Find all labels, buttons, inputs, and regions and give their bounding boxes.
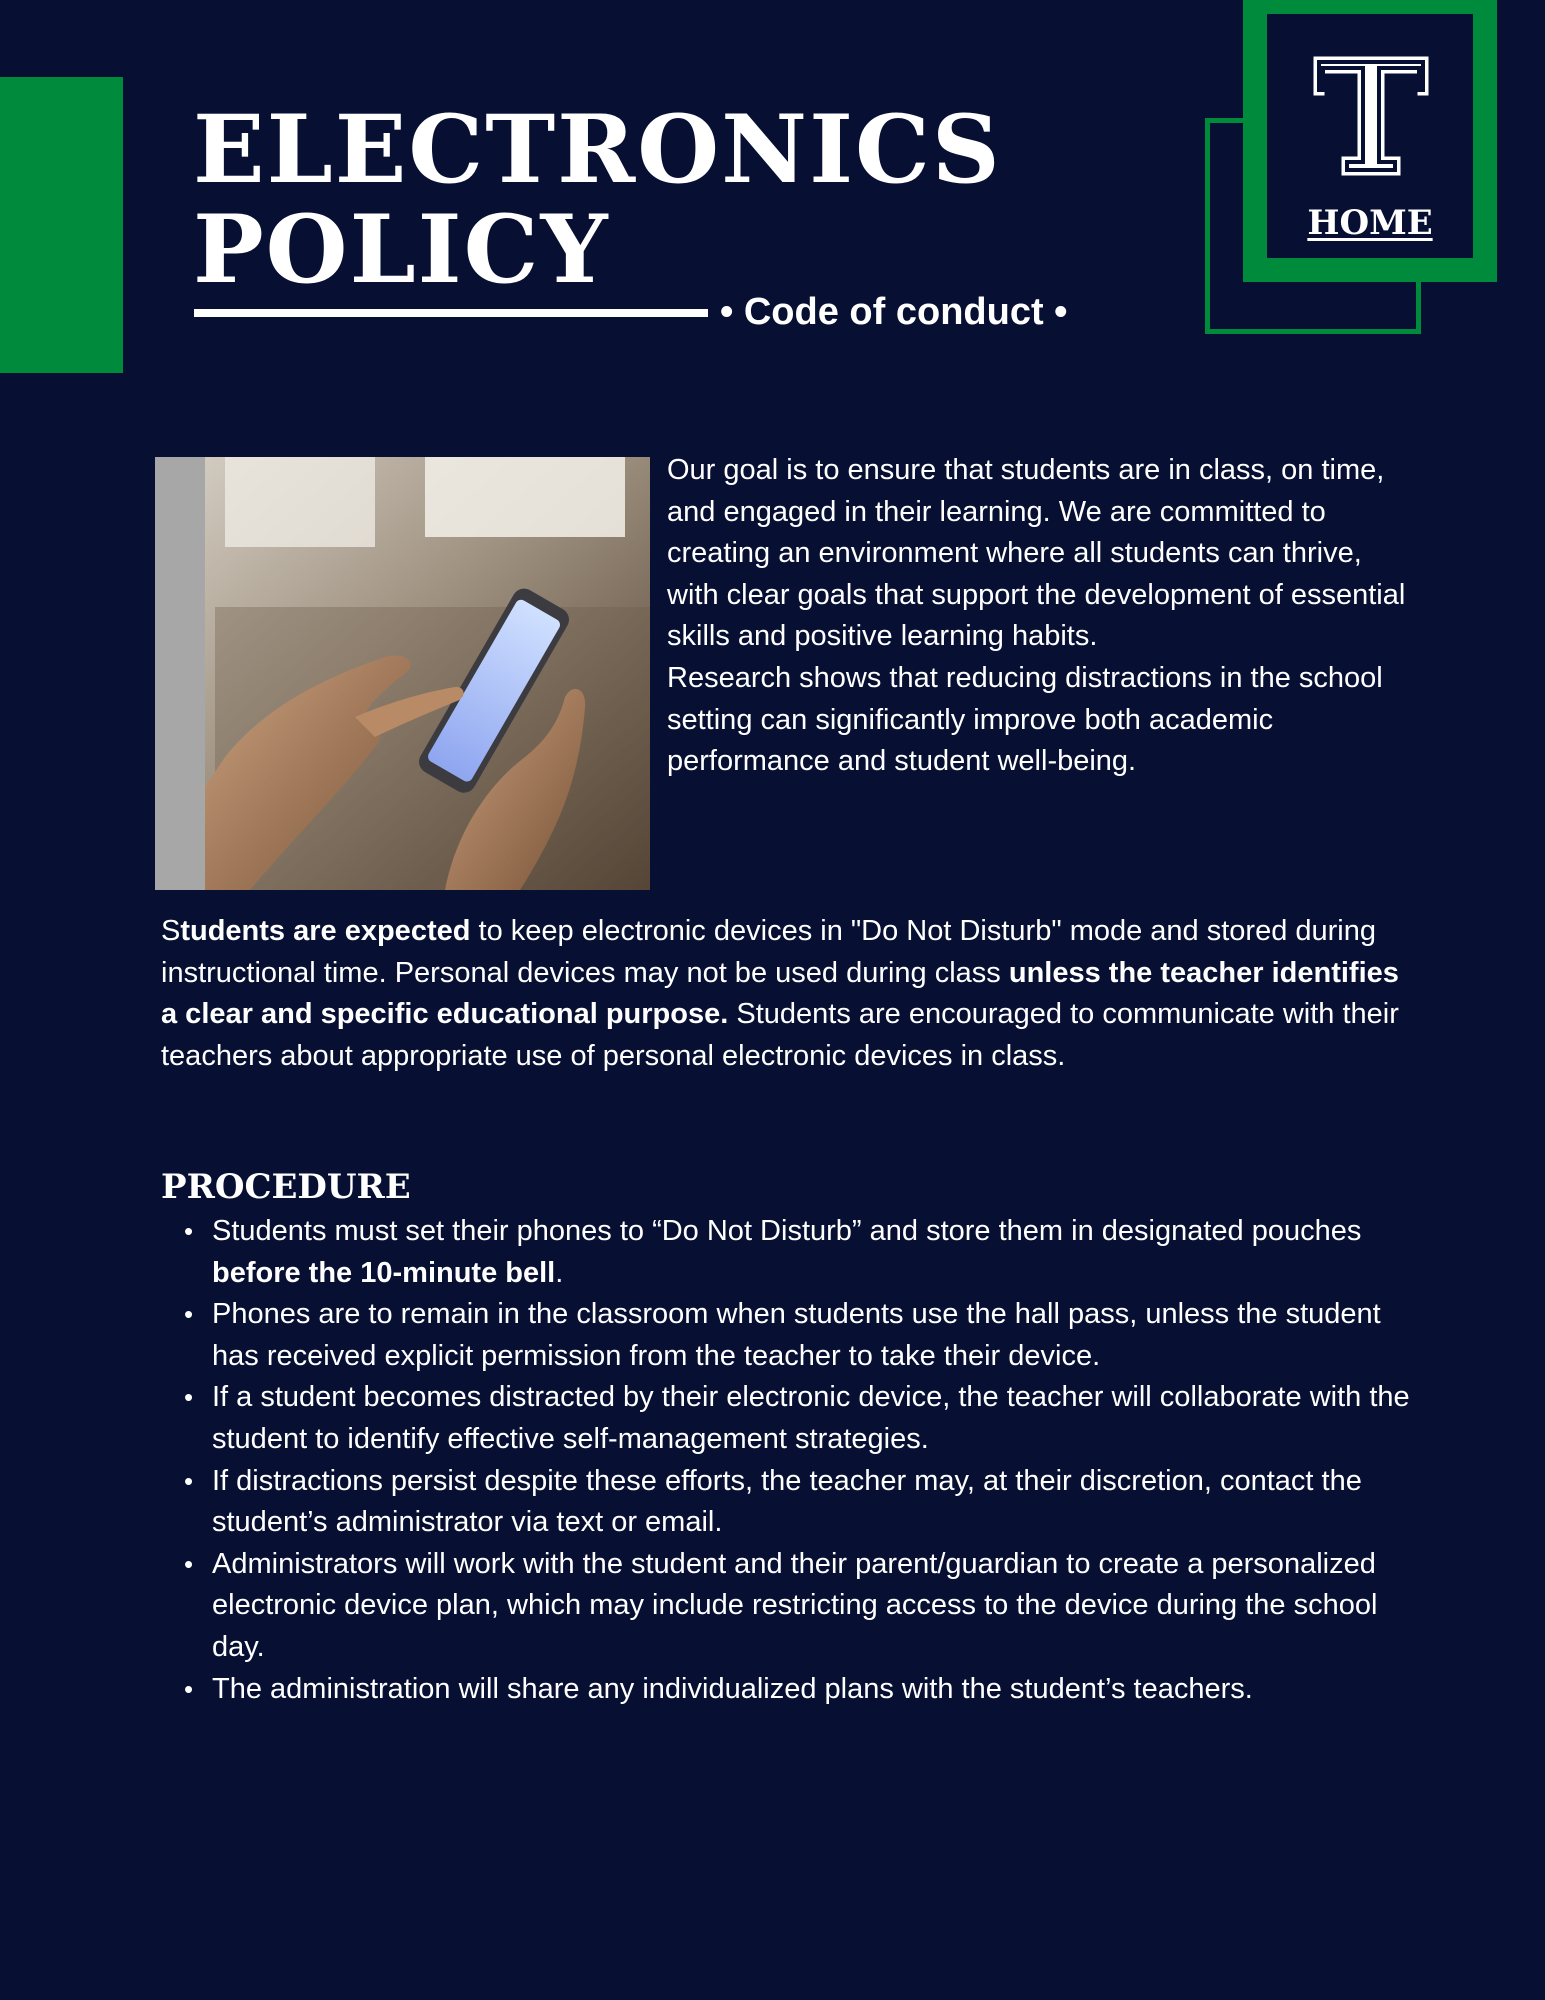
intro-paragraph-2: Research shows that reducing distractions in the school setting can significantly improve both academic performance and student well-being. bbox=[667, 661, 1383, 778]
procedure-list bbox=[212, 1211, 1412, 1710]
t-letter-icon bbox=[1307, 50, 1435, 182]
title-underline bbox=[194, 309, 708, 317]
procedure-item: • If a student becomes distracted by their electronic device, the teacher will collaborate with the student to identify effective self-management strategies. bbox=[212, 1377, 1412, 1460]
expect-s4: Students are encouraged to communicate with their teachers about appropriate use of personal electronic devices in class. bbox=[161, 998, 1399, 1072]
procedure-item: • If distractions persist despite these efforts, the teacher may, at their discretion, contact the student’s administrator via text or email. bbox=[212, 1461, 1412, 1544]
procedure-item-1-b: . bbox=[555, 1256, 564, 1289]
expect-bold-2: unless the teacher identifies a clear and specific educational purpose. bbox=[161, 956, 1399, 1031]
green-accent-block bbox=[0, 77, 123, 373]
expect-bold-1: tudents are expected bbox=[180, 915, 471, 947]
intro-paragraph-1: Our goal is to ensure that students are in class, on time, and engaged in their learning. We are committed to creating an environment where all students can thrive, with clear goals that support the development of essential skills and positive learning habits. bbox=[667, 454, 1406, 653]
hands-holding-smartphone-photo bbox=[155, 457, 650, 890]
home-link[interactable]: HOME bbox=[1307, 203, 1433, 243]
expect-s1: S bbox=[161, 915, 181, 947]
subtitle: • Code of conduct • bbox=[720, 291, 1068, 333]
procedure-item: • Administrators will work with the student and their parent/guardian to create a personalized electronic device plan, which may include restricting access to the device during the school day. bbox=[212, 1544, 1412, 1669]
title-line-1: ELECTRONICS bbox=[193, 95, 1002, 205]
intro-text bbox=[667, 450, 1412, 783]
page-title bbox=[193, 95, 1002, 305]
expectations-paragraph bbox=[161, 911, 1411, 1077]
procedure-item-1-a: Students must set their phones to “Do Not Disturb” and store them in designated pouches bbox=[212, 1215, 1362, 1247]
procedure-item: • Phones are to remain in the classroom when students use the hall pass, unless the student has received explicit permission from the teacher to take their device. bbox=[212, 1294, 1412, 1377]
procedure-heading: PROCEDURE bbox=[161, 1167, 411, 1207]
expect-s2: to keep electronic devices in "Do Not Disturb" mode and stored during instructional time. Personal devices may not be used during class bbox=[161, 915, 1377, 989]
procedure-item bbox=[212, 1211, 1412, 1294]
procedure-item-1-bold: before the 10-minute bell bbox=[212, 1256, 556, 1289]
procedure-item: • The administration will share any individualized plans with the student’s teachers. bbox=[212, 1669, 1412, 1711]
title-line-2: POLICY bbox=[193, 195, 610, 305]
